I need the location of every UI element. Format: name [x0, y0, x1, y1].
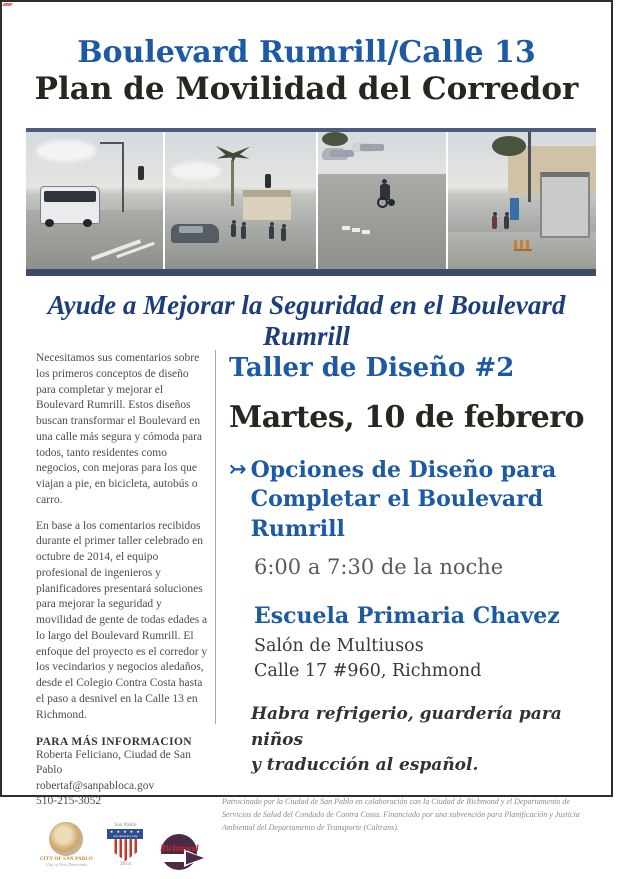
streetlight-pole-shape [122, 142, 124, 212]
event-time: 6:00 a 7:30 de la noche [254, 554, 504, 579]
workshop-title: Taller de Diseño #2 [229, 353, 515, 383]
banner-headline: Ayude a Mejorar la Seguridad en el Boulevard Rumrill [47, 290, 566, 351]
house-shape [243, 190, 291, 220]
pedestrian-shape [269, 226, 274, 239]
photo-bus-stop [448, 132, 596, 269]
pedestrian-shape [281, 228, 286, 241]
distant-car-shape [322, 148, 348, 160]
stars-icon: ★ ★ ★ ★ ★ [109, 828, 141, 834]
pedestrian-shape [492, 216, 497, 229]
topic-line2: Completar el Boulevard Rumrill [250, 486, 544, 542]
san-pablo-seal-name: CITY OF SAN PABLO [39, 856, 93, 862]
cyclist-shape [380, 184, 390, 200]
topic-line1: Opciones de Diseño para [250, 457, 557, 483]
traffic-signal-shape [265, 174, 271, 188]
topic-text [251, 456, 604, 544]
all-america-city-logo [106, 822, 145, 867]
event-date: Martes, 10 de febrero [229, 400, 585, 435]
palm-tree-fronds-shape [216, 146, 250, 162]
transit-sign-shape [510, 198, 519, 220]
photo-cyclist [318, 132, 446, 269]
car-shape [171, 224, 219, 243]
all-america-city-program: All-America City [113, 833, 138, 838]
pedestrian-shape [231, 224, 236, 237]
bus-shelter-shape [540, 172, 590, 238]
scan-artifact-mark [2, 3, 13, 6]
flyer-title-line1: Boulevard Rumrill/Calle 13 [77, 35, 536, 70]
topic-bullet-row [229, 456, 604, 544]
traffic-signal-shape [138, 166, 144, 180]
san-pablo-seal-emblem-icon [49, 822, 83, 856]
amenities-note [251, 702, 604, 779]
photo-strip [26, 128, 596, 276]
arrow-bullet-icon: ↣ [229, 457, 247, 481]
pedestrian-shape [504, 216, 509, 229]
richmond-logo [154, 822, 208, 879]
sponsor-logos-row [36, 822, 208, 879]
photo-bus-on-boulevard [26, 132, 163, 269]
contact-email: robertaf@sanpabloca.gov [36, 779, 155, 792]
tree-shape [322, 132, 348, 146]
richmond-arrow-icon [154, 830, 208, 874]
bus-shape [40, 186, 100, 224]
all-america-city-name: San Pablo [114, 821, 137, 828]
amenities-note-line1: Habra refrigerio, guardería para niños [251, 704, 562, 750]
pedestrian-shape [241, 226, 246, 239]
utility-pole-shape [528, 132, 531, 202]
barrier-shape [514, 240, 532, 251]
streetlight-arm-shape [100, 142, 124, 144]
tree-shape [492, 136, 526, 156]
striped-shield-icon [112, 839, 138, 861]
cloud-shape [36, 140, 96, 162]
background-paragraph: En base a los comentarios recibidos durante el primer taller celebrado en octubre de 2014, el equipo profesional de ingenieros y planificadores presentará soluciones para mejorar la seguridad y movilidad de gente de todas edades a lo largo del Boulevard Rumrill. El enfoque del proyecto es el corredor y los vecindarios y negocios aledaños, desde el Colegio Contra Costa hasta el paso a desnivel en la Calle 13 en Richmond. [36, 519, 208, 721]
venue-room: Salón de Multiusos [254, 635, 424, 656]
richmond-logo-text: Richmond [160, 842, 199, 853]
venue-address: Calle 17 #960, Richmond [254, 660, 482, 681]
city-of-san-pablo-seal-logo [36, 822, 97, 867]
photo-pedestrians-crossing [165, 132, 316, 269]
cloud-shape [171, 162, 221, 180]
crosswalk-marking-shape [342, 226, 350, 230]
left-column [36, 351, 208, 879]
sponsorship-fine-print: Patrocinado por la Ciudad de San Pablo en colaboración con la Ciudad de Richmond y el Departamento de Servicios de Salud del Condado de Contra Costa. Financiado por una subvención para Planificación y Justicia Ambiental del Departamento de Transporte (Caltrans). [222, 796, 580, 832]
column-divider [215, 350, 216, 724]
contact-heading: PARA MÁS INFORMACION [36, 736, 193, 749]
san-pablo-seal-tagline: City of New Directions [45, 861, 87, 867]
all-america-city-year: 2014 [119, 861, 131, 868]
contact-name: Roberta Feliciano, Ciudad de San Pablo [36, 749, 191, 777]
venue-name: Escuela Primaria Chavez [254, 602, 560, 629]
contact-phone: 510-215-3052 [36, 794, 102, 807]
distant-car-shape [352, 142, 374, 152]
amenities-note-line2: y traducción al español. [251, 755, 479, 776]
right-column [222, 353, 604, 835]
palm-tree-trunk-shape [231, 160, 234, 206]
all-america-city-band [107, 829, 143, 839]
intro-paragraph: Necesitamos sus comentarios sobre los primeros conceptos de diseño para completar y mejorar el Boulevard Rumrill. Estos diseños buscan transformar el Boulevard en una calle más segura y cómoda para todos, tanto residentes como negocios, con mejoras para los que viajan a pie, en bicicleta, autobús o carro. [36, 352, 203, 506]
flyer-title-line2: Plan de Movilidad del Corredor [34, 71, 579, 107]
